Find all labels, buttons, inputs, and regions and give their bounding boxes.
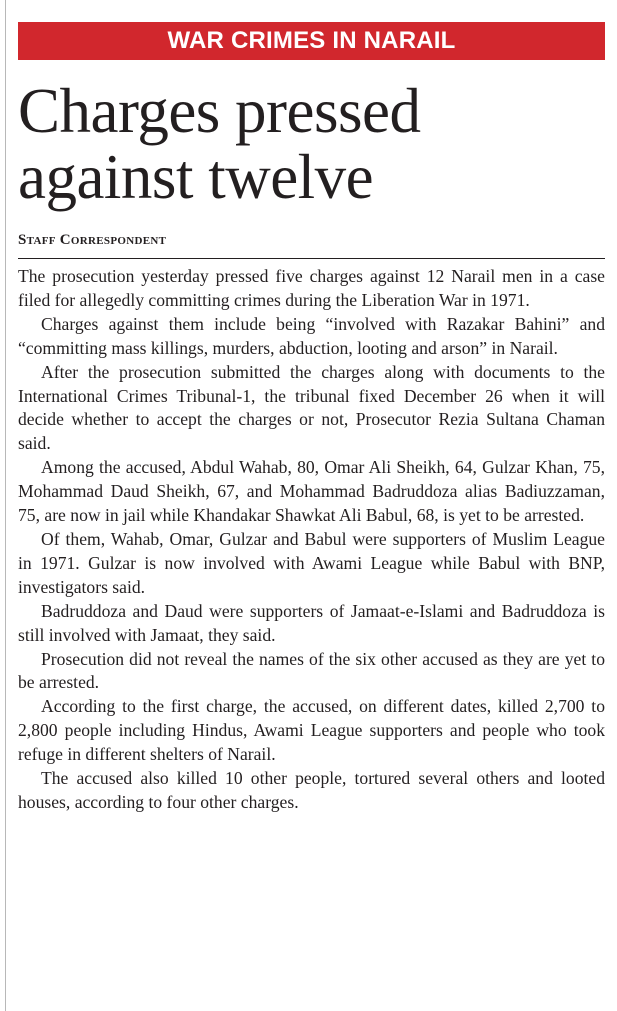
headline-line-1: Charges pressed [18, 76, 421, 146]
headline-line-2: against twelve [18, 142, 374, 212]
column-rule [5, 0, 6, 1011]
paragraph-9: The accused also killed 10 other people, tortured several others and looted houses, according to four other charges. [18, 768, 605, 812]
byline: Staff Correspondent [18, 232, 167, 248]
paragraph-7: Prosecution did not reveal the names of the six other accused as they are yet to be arrested. [18, 648, 605, 693]
paragraph-3: After the prosecution submitted the charges along with documents to the International Crimes Tribunal-1, the tribunal fixed December 26 when it will decide whether to accept the charges or not, Prosecutor Rezia Sultana Chaman said. [18, 361, 605, 454]
byline-divider [18, 258, 605, 259]
paragraph-4: Among the accused, Abdul Wahab, 80, Omar Ali Sheikh, 64, Gulzar Khan, 75, Mohammad Daud Sheikh, 67, and Mohammad Badruddoza alias Badiuzzaman, 75, are now in jail while Khandakar Shawkat Ali Babul, 68, is yet to be arrested. [18, 457, 605, 526]
paragraph-1: The prosecution yesterday pressed five charges against 12 Narail men in a case filed for allegedly committing crimes during the Liberation War in 1971. [18, 266, 605, 310]
paragraph-5: Of them, Wahab, Omar, Gulzar and Babul were supporters of Muslim League in 1971. Gulzar is now involved with Awami League while Babul with BNP, investigators said. [18, 528, 605, 597]
paragraph-8: According to the first charge, the accused, on different dates, killed 2,700 to 2,800 people including Hindus, Awami League supporters and people who took refuge in different shelters of Narail. [18, 696, 605, 765]
article-body [18, 265, 605, 815]
headline [18, 78, 613, 210]
paragraph-2: Charges against them include being “involved with Razakar Bahini” and “committing mass killings, murders, abduction, looting and arson” in Narail. [18, 313, 605, 358]
section-kicker: WAR CRIMES IN NARAIL [18, 22, 605, 60]
paragraph-6: Badruddoza and Daud were supporters of Jamaat-e-Islami and Badruddoza is still involved with Jamaat, they said. [18, 600, 605, 645]
